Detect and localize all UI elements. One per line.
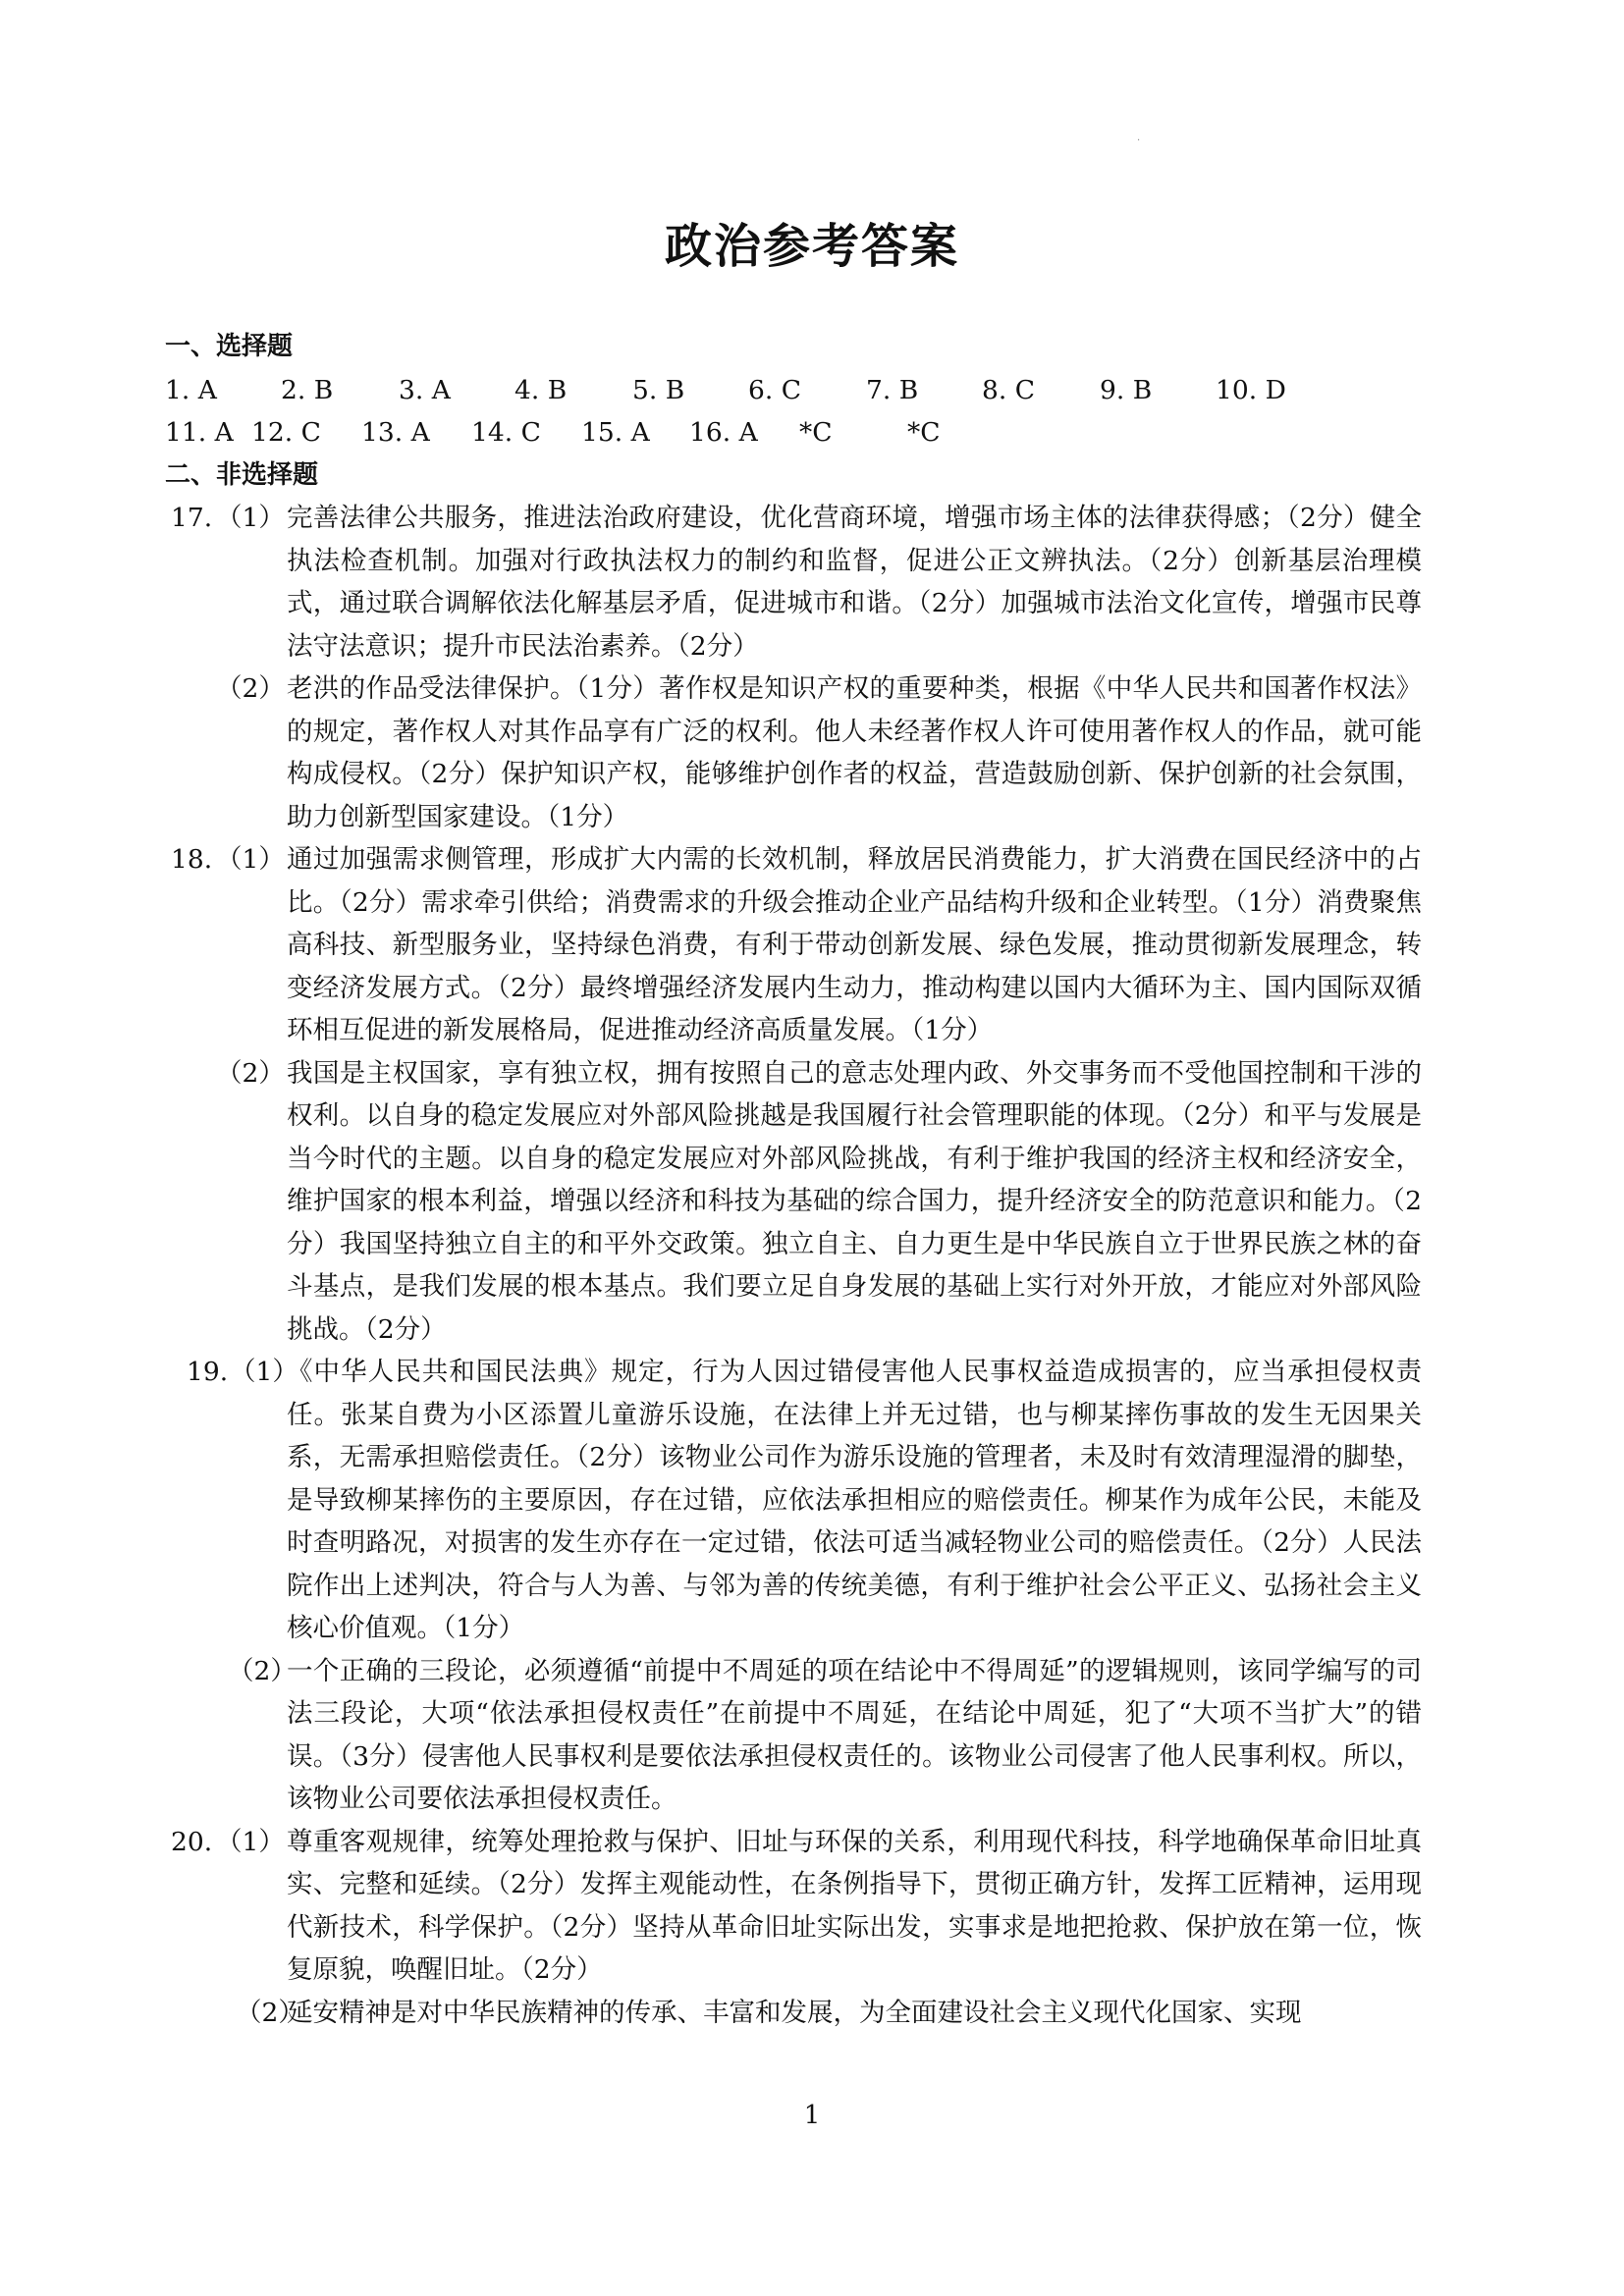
- question-17-part-2: [165, 667, 1422, 838]
- answer-text: 通过加强需求侧管理，形成扩大内需的长效机制，释放居民消费能力，扩大消费在国民经济中的占比。（2分）需求牵引供给；消费需求的升级会推动企业产品结构升级和企业转型。（1分）消费聚焦高科技、新型服务业，坚持绿色消费，有利于带动创新发展、绿色发展，推动贯彻新发展理念，转变经济发展方式。（2分）最终增强经济发展内生动力，推动构建以国内大循环为主、国内国际双循环相互促进的新发展格局，促进推动经济高质量发展。（1分）: [287, 844, 1422, 1045]
- choice-answer: 2. B: [281, 374, 334, 405]
- answer-text: 延安精神是对中华民族精神的传承、丰富和发展，为全面建设社会主义现代化国家、实现: [287, 1997, 1302, 2028]
- part-label: （1）: [230, 1357, 298, 1387]
- choice-answer: 16. A: [689, 417, 758, 448]
- answer-content: [165, 326, 1422, 2034]
- part-label: （1）: [216, 1826, 285, 1857]
- choice-answer: 11. A: [165, 417, 234, 448]
- answer-text: 尊重客观规律，统筹处理抢救与保护、旧址与环保的关系，利用现代科技，科学地确保革命旧址真实、完整和延续。（2分）发挥主观能动性，在条例指导下，贯彻正确方针，发挥工匠精神，运用现代新技术，科学保护。（2分）坚持从革命旧址实际出发，实事求是地把抢救、保护放在第一位，恢复原貌，唤醒旧址。（2分）: [287, 1826, 1423, 1985]
- page-title: 政治参考答案: [664, 219, 959, 274]
- choice-answer: 6. C: [748, 374, 801, 405]
- question-number: 17.: [171, 503, 213, 533]
- choice-answer: 12. C: [251, 417, 321, 448]
- question-20-part-1: [165, 1821, 1422, 1992]
- choice-answer: 4. B: [514, 374, 568, 405]
- choice-answer: 5. B: [632, 374, 685, 405]
- choice-answer: 1. A: [165, 374, 217, 405]
- answer-text: 《中华人民共和国民法典》规定，行为人因过错侵害他人民事权益造成损害的，应当承担侵权责任。张某自费为小区添置儿童游乐设施，在法律上并无过错，也与柳某摔伤事故的发生无因果关系，无需承担赔偿责任。（2分）该物业公司作为游乐设施的管理者，未及时有效清理湿滑的脚垫，是导致柳某摔伤的主要原因，存在过错，应依法承担相应的赔偿责任。柳某作为成年公民，未能及时查明路况，对损害的发生亦存在一定过错，依法可适当减轻物业公司的赔偿责任。（2分）人民法院作出上述判决，符合与人为善、与邻为善的传统美德，有利于维护社会公平正义、弘扬社会主义核心价值观。（1分）: [287, 1357, 1423, 1643]
- part-label: （1）: [216, 844, 285, 875]
- page-number: 1: [803, 2101, 821, 2130]
- answer-text: 我国是主权国家，享有独立权，拥有按照自己的意志处理内政、外交事务而不受他国控制和干涉的权利。以自身的稳定发展应对外部风险挑越是我国履行社会管理职能的体现。（2分）和平与发展是当今时代的主题。以自身的稳定发展应对外部风险挑战，有利于维护我国的经济主权和经济安全，维护国家的根本利益，增强以经济和科技为基础的综合国力，提升经济安全的防范意识和能力。（2分）我国坚持独立自主的和平外交政策。独立自主、自力更生是中华民族自立于世界民族之林的奋斗基点，是我们发展的根本基点。我们要立足自身发展的基础上实行对外开放，才能应对外部风险挑战。（2分）: [287, 1057, 1423, 1345]
- question-17-part-1: [165, 497, 1422, 667]
- choice-answer: 7. B: [866, 374, 919, 405]
- choice-answer: 13. A: [361, 417, 430, 448]
- part-label: （2）: [228, 1655, 297, 1686]
- answer-text: 一个正确的三段论，必须遵循“前提中不周延的项在结论中不得周延”的逻辑规则，该同学编写的司法三段论，大项“依法承担侵权责任”在前提中不周延，在结论中周延，犯了“大项不当扩大”的错误。（3分）侵害他人民事权利是要依法承担侵权责任的。该物业公司侵害了他人民事利权。所以，该物业公司要依法承担侵权责任。: [287, 1655, 1422, 1814]
- choice-answer: 15. A: [581, 417, 650, 448]
- section-heading-nonchoice: 二、非选择题: [165, 459, 319, 490]
- section-heading-choice: 一、选择题: [165, 332, 294, 361]
- question-20-part-2: [165, 1992, 1422, 2035]
- part-label: （2）: [216, 1057, 285, 1089]
- choice-answer: *C: [907, 417, 941, 448]
- part-label: （1）: [216, 503, 285, 533]
- choice-answer: 10. D: [1216, 374, 1286, 405]
- choice-answer: *C: [799, 417, 833, 448]
- answer-text: 完善法律公共服务，推进法治政府建设，优化营商环境，增强市场主体的法律获得感；（2分）健全执法检查机制。加强对行政执法权力的制约和监督，促进公正文辨执法。（2分）创新基层治理模式，通过联合调解依法化解基层矛盾，促进城市和谐。（2分）加强城市法治文化宣传，增强市民尊法守法意识；提升市民法治素养。（2分）: [287, 503, 1422, 662]
- choice-answer: 9. B: [1100, 374, 1153, 405]
- part-label: （2）: [216, 673, 285, 704]
- question-number: 20.: [171, 1826, 213, 1857]
- choice-answer: 8. C: [982, 374, 1035, 405]
- answer-text: 老洪的作品受法律保护。（1分）著作权是知识产权的重要种类，根据《中华人民共和国著作权法》的规定，著作权人对其作品享有广泛的权利。他人未经著作权人许可使用著作权人的作品，就可能构成侵权。（2分）保护知识产权，能够维护创作者的权益，营造鼓励创新、保护创新的社会氛围，助力创新型国家建设。（1分）: [287, 673, 1422, 832]
- choice-answer: 14. C: [471, 417, 541, 448]
- question-19-part-2: [165, 1650, 1422, 1821]
- choice-answer: 3. A: [399, 374, 451, 405]
- question-number: 19.: [187, 1357, 229, 1387]
- scan-speck: ·: [1137, 135, 1141, 146]
- choice-answers-row-2: [165, 411, 1422, 454]
- question-number: 18.: [171, 844, 213, 875]
- question-18-part-1: [165, 838, 1422, 1052]
- choice-answers-row-1: [165, 369, 1422, 412]
- part-label: （2）: [236, 1997, 304, 2028]
- question-19-part-1: [165, 1351, 1422, 1650]
- question-18-part-2: [165, 1052, 1422, 1352]
